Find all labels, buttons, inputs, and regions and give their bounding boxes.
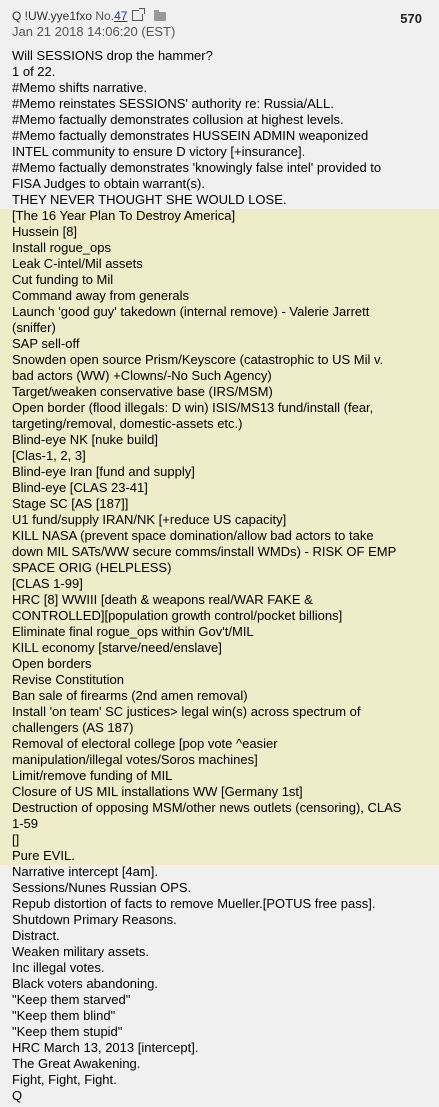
outro-line: Black voters abandoning. bbox=[12, 976, 158, 991]
post-body bbox=[12, 48, 439, 1104]
plan-line: targeting/removal, domestic-assets etc.) bbox=[12, 416, 243, 431]
plan-line: Blind-eye Iran [fund and supply] bbox=[12, 464, 195, 479]
plan-line: 1-59 bbox=[12, 816, 39, 831]
plan-line: Install 'on team' SC justices> legal win(s) across spectrum of bbox=[12, 704, 361, 719]
intro-line: #Memo factually demonstrates 'knowingly false intel' provided to bbox=[12, 160, 382, 175]
plan-line: Snowden open source Prism/Keyscore (catastrophic to US Mil v. bbox=[12, 352, 384, 367]
plan-line: CONTROLLED][population growth control/pocket billions] bbox=[12, 608, 343, 623]
post-header bbox=[12, 8, 439, 42]
intro-line: #Memo reinstates SESSIONS' authority re: Russia/ALL. bbox=[12, 96, 334, 111]
outro-line: Inc illegal votes. bbox=[12, 960, 105, 975]
outro-line: Sessions/Nunes Russian OPS. bbox=[12, 880, 192, 895]
outro-line: HRC March 13, 2013 [intercept]. bbox=[12, 1040, 199, 1055]
plan-line: Target/weaken conservative base (IRS/MSM) bbox=[12, 384, 273, 399]
plan-line: Cut funding to Mil bbox=[12, 272, 114, 287]
plan-line: [] bbox=[12, 832, 20, 847]
plan-line: Leak C-intel/Mil assets bbox=[12, 256, 143, 271]
plan-line: U1 fund/supply IRAN/NK [+reduce US capacity] bbox=[12, 512, 287, 527]
plan-line: [CLAS 1-99] bbox=[12, 576, 83, 591]
plan-line: HRC [8] WWIII [death & weapons real/WAR FAKE & bbox=[12, 592, 313, 607]
outro-line: Shutdown Primary Reasons. bbox=[12, 912, 177, 927]
intro-line: INTEL community to ensure D victory [+insurance]. bbox=[12, 144, 306, 159]
plan-line: Stage SC [AS [187]] bbox=[12, 496, 129, 511]
intro-line: #Memo factually demonstrates collusion at highest levels. bbox=[12, 112, 344, 127]
plan-line: bad actors (WW) +Clowns/-No Such Agency) bbox=[12, 368, 272, 383]
plan-line: SPACE ORIG (HELPLESS) bbox=[12, 560, 172, 575]
outro-line: Q bbox=[12, 1088, 23, 1103]
folder-icon[interactable] bbox=[154, 12, 166, 21]
intro-line: FISA Judges to obtain warrant(s). bbox=[12, 176, 205, 191]
plan-line: Pure EVIL. bbox=[12, 848, 75, 863]
outro-section bbox=[12, 864, 439, 1104]
plan-line: (sniffer) bbox=[12, 320, 56, 335]
plan-line: Limit/remove funding of MIL bbox=[12, 768, 173, 783]
plan-line: KILL NASA (prevent space domination/allow bad actors to take bbox=[12, 528, 374, 543]
plan-line: Eliminate final rogue_ops within Gov't/MIL bbox=[12, 624, 254, 639]
plan-line: manipulation/illegal votes/Soros machines] bbox=[12, 752, 258, 767]
plan-line: Open borders bbox=[12, 656, 92, 671]
plan-line: [Clas-1, 2, 3] bbox=[12, 448, 86, 463]
plan-line: Removal of electoral college [pop vote ^easier bbox=[12, 736, 278, 751]
outro-line: Repub distortion of facts to remove Mueller.[POTUS free pass]. bbox=[12, 896, 376, 911]
plan-line: Destruction of opposing MSM/other news outlets (censoring), CLAS bbox=[12, 800, 402, 815]
post-date: Jan 21 2018 14:06:20 (EST) bbox=[12, 24, 176, 39]
plan-line: Command away from generals bbox=[12, 288, 190, 303]
outro-line: "Keep them blind" bbox=[12, 1008, 116, 1023]
plan-line: Install rogue_ops bbox=[12, 240, 112, 255]
plan-line: [The 16 Year Plan To Destroy America] bbox=[12, 208, 236, 223]
external-link-icon[interactable] bbox=[132, 10, 143, 21]
plan-line: SAP sell-off bbox=[12, 336, 80, 351]
intro-line: THEY NEVER THOUGHT SHE WOULD LOSE. bbox=[12, 192, 287, 207]
plan-line: Open border (flood illegals: D win) ISIS/MS13 fund/install (fear, bbox=[12, 400, 374, 415]
plan-line: KILL economy [starve/need/enslave] bbox=[12, 640, 222, 655]
plan-line: Blind-eye NK [nuke build] bbox=[12, 432, 158, 447]
intro-line: 1 of 22. bbox=[12, 64, 56, 79]
intro-section bbox=[12, 48, 439, 208]
intro-line: #Memo shifts narrative. bbox=[12, 80, 148, 95]
outro-line: "Keep them starved" bbox=[12, 992, 131, 1007]
outro-line: Fight, Fight, Fight. bbox=[12, 1072, 117, 1087]
intro-line: #Memo factually demonstrates HUSSEIN ADMIN weaponized bbox=[12, 128, 369, 143]
outro-line: "Keep them stupid" bbox=[12, 1024, 123, 1039]
reply-count: 570 bbox=[400, 11, 422, 26]
intro-line: Will SESSIONS drop the hammer? bbox=[12, 48, 213, 63]
plan-line: Launch 'good guy' takedown (internal remove) - Valerie Jarrett bbox=[12, 304, 370, 319]
plan-section bbox=[12, 208, 439, 864]
post-number-link[interactable]: 47 bbox=[114, 9, 128, 23]
outro-line: Weaken military assets. bbox=[12, 944, 150, 959]
plan-line: Revise Constitution bbox=[12, 672, 124, 687]
post-number-label: No. bbox=[95, 9, 115, 23]
outro-line: Distract. bbox=[12, 928, 60, 943]
plan-line: Hussein [8] bbox=[12, 224, 78, 239]
plan-line: Ban sale of firearms (2nd amen removal) bbox=[12, 688, 248, 703]
outro-line: The Great Awakening. bbox=[12, 1056, 141, 1071]
plan-line: down MIL SATs/WW secure comms/install WMDs) - RISK OF EMP bbox=[12, 544, 397, 559]
plan-line: challengers (AS 187) bbox=[12, 720, 134, 735]
plan-line: Blind-eye [CLAS 23-41] bbox=[12, 480, 148, 495]
outro-line: Narrative intercept [4am]. bbox=[12, 864, 158, 879]
plan-line: Closure of US MIL installations WW [Germany 1st] bbox=[12, 784, 303, 799]
post-author: Q !UW.yye1fxo bbox=[12, 9, 93, 23]
